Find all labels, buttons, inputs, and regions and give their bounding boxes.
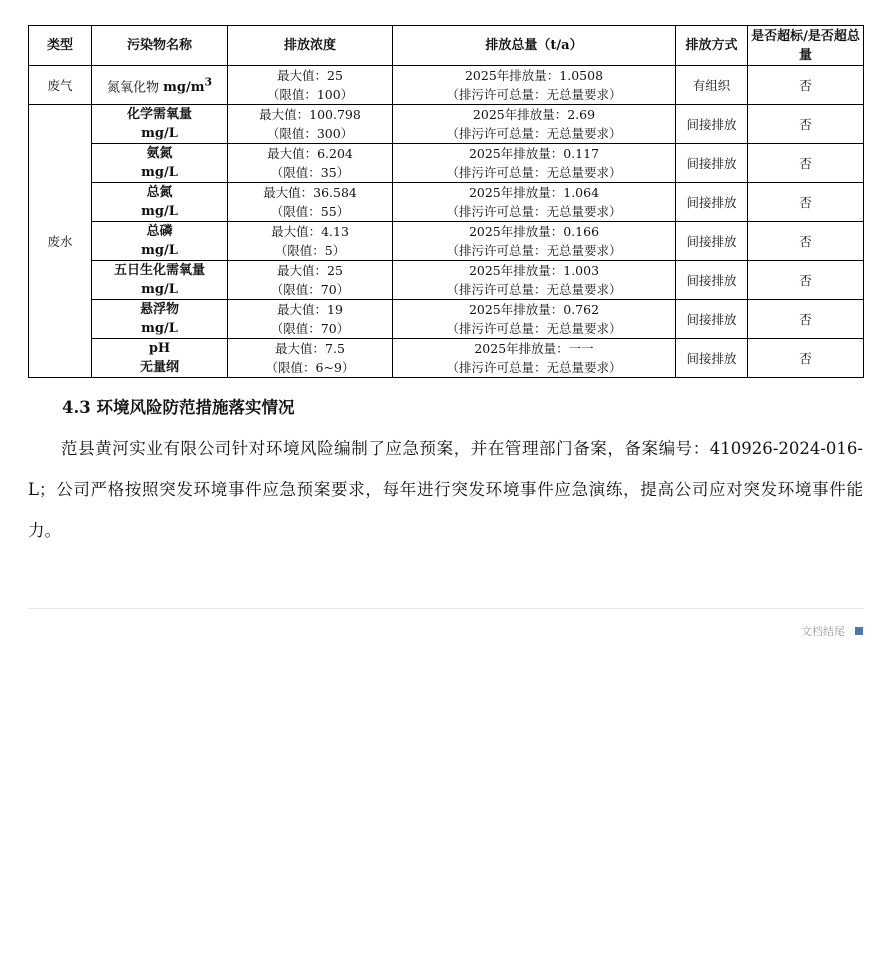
total-2025: 2025年排放量：一一 (474, 341, 594, 356)
concentration-limit: （限值：100） (266, 87, 354, 102)
total-permit: （排污许可总量：无总量要求） (446, 165, 622, 180)
pollutant-cell (92, 144, 228, 183)
total-permit: （排污许可总量：无总量要求） (446, 282, 622, 297)
method-cell: 间接排放 (676, 222, 748, 261)
table-row (29, 105, 864, 144)
pollutant-unit: mg/L (141, 126, 178, 141)
total-permit: （排污许可总量：无总量要求） (446, 360, 622, 375)
concentration-limit: （限值：6~9） (265, 360, 355, 375)
total-permit: （排污许可总量：无总量要求） (446, 204, 622, 219)
concentration-cell (228, 183, 393, 222)
total-2025: 2025年排放量：0.762 (468, 302, 600, 317)
total-permit: （排污许可总量：无总量要求） (446, 321, 622, 336)
pollutant-cell (92, 261, 228, 300)
pollutant-cell (92, 339, 228, 378)
pollutant-name: pH (148, 341, 171, 356)
table-row (29, 144, 864, 183)
concentration-cell (228, 66, 393, 105)
exceed-cell: 否 (748, 105, 864, 144)
header-type: 类型 (29, 26, 92, 66)
concentration-limit: （限值：55） (270, 204, 350, 219)
exceed-cell: 否 (748, 222, 864, 261)
pollutant-name: 总磷 (146, 224, 173, 239)
total-cell (393, 222, 676, 261)
concentration-limit: （限值：5） (274, 243, 346, 258)
total-permit: （排污许可总量：无总量要求） (446, 126, 622, 141)
pollutant-unit: 无量纲 (139, 360, 179, 375)
pollutant-unit: mg/L (141, 243, 178, 258)
total-cell (393, 300, 676, 339)
pollutant-name: 氨氮 (146, 146, 173, 161)
total-2025: 2025年排放量：1.003 (468, 263, 600, 278)
concentration-cell (228, 300, 393, 339)
pollutant-cell (92, 222, 228, 261)
pollutant-cell (92, 66, 228, 105)
pollutant-name: 氮氧化物 (106, 80, 159, 96)
concentration-max: 最大值：25 (277, 68, 343, 83)
pollutant-unit: mg/L (141, 204, 178, 219)
table-header-row (29, 26, 864, 66)
pollutant-name: 化学需氧量 (126, 107, 192, 122)
document-end-label: 文档结尾 (801, 625, 845, 638)
pollutant-cell (92, 105, 228, 144)
concentration-cell (228, 261, 393, 300)
pollutant-name: 五日生化需氧量 (113, 263, 205, 278)
total-2025: 2025年排放量：0.117 (468, 146, 600, 161)
total-2025: 2025年排放量：2.69 (472, 107, 596, 122)
type-cell-waste-water: 废水 (29, 105, 92, 378)
method-cell: 有组织 (676, 66, 748, 105)
method-cell: 间接排放 (676, 144, 748, 183)
total-2025: 2025年排放量：1.064 (468, 185, 600, 200)
concentration-limit: （限值：35） (270, 165, 350, 180)
method-cell: 间接排放 (676, 183, 748, 222)
concentration-max: 最大值：6.204 (267, 146, 353, 161)
method-cell: 间接排放 (676, 261, 748, 300)
concentration-limit: （限值：300） (266, 126, 354, 141)
header-method: 排放方式 (676, 26, 748, 66)
exceed-cell: 否 (748, 339, 864, 378)
pollutant-unit: mg/L (141, 321, 178, 336)
table-row (29, 222, 864, 261)
exceed-cell: 否 (748, 66, 864, 105)
unit-base: mg/m (163, 80, 205, 96)
exceed-cell: 否 (748, 261, 864, 300)
concentration-cell (228, 222, 393, 261)
header-exceed: 是否超标/是否超总量 (748, 26, 864, 66)
pollutant-cell (92, 183, 228, 222)
concentration-max: 最大值：100.798 (259, 107, 361, 122)
total-cell (393, 261, 676, 300)
pollutant-name: 悬浮物 (139, 302, 179, 317)
concentration-limit: （限值：70） (270, 321, 350, 336)
total-cell (393, 183, 676, 222)
pollutant-name: 总氮 (146, 185, 173, 200)
concentration-max: 最大值：25 (277, 263, 343, 278)
total-2025: 2025年排放量：0.166 (468, 224, 600, 239)
table-row (29, 261, 864, 300)
section-paragraph: 范县黄河实业有限公司针对环境风险编制了应急预案，并在管理部门备案，备案编号：410926-2024-016-L；公司严格按照突发环境事件应急预案要求，每年进行突发环境事件应急演练，提高公司应对突发环境事件能力。 (28, 439, 863, 540)
pollutant-cell (92, 300, 228, 339)
pollutant-unit: mg/L (141, 282, 178, 297)
table-row (29, 300, 864, 339)
table-row (29, 339, 864, 378)
header-concentration: 排放浓度 (228, 26, 393, 66)
total-permit: （排污许可总量：无总量要求） (446, 87, 622, 102)
concentration-limit: （限值：70） (270, 282, 350, 297)
concentration-max: 最大值：19 (277, 302, 343, 317)
method-cell: 间接排放 (676, 300, 748, 339)
table-row (29, 183, 864, 222)
total-cell (393, 105, 676, 144)
total-cell (393, 144, 676, 183)
section-heading: 4.3 环境风险防范措施落实情况 (62, 398, 295, 417)
method-cell: 间接排放 (676, 105, 748, 144)
exceed-cell: 否 (748, 300, 864, 339)
total-permit: （排污许可总量：无总量要求） (446, 243, 622, 258)
pollutant-unit (163, 75, 213, 96)
pollutant-unit: mg/L (141, 165, 178, 180)
unit-superscript: 3 (204, 75, 213, 89)
header-pollutant: 污染物名称 (92, 26, 228, 66)
footer-divider (28, 608, 863, 609)
total-cell (393, 339, 676, 378)
type-cell-waste-gas: 废气 (29, 66, 92, 105)
concentration-cell (228, 105, 393, 144)
concentration-cell (228, 144, 393, 183)
end-marker-icon (855, 627, 863, 635)
concentration-cell (228, 339, 393, 378)
header-total: 排放总量（t/a） (393, 26, 676, 66)
total-cell (393, 66, 676, 105)
concentration-max: 最大值：4.13 (271, 224, 349, 239)
concentration-max: 最大值：7.5 (275, 341, 345, 356)
concentration-max: 最大值：36.584 (263, 185, 357, 200)
exceed-cell: 否 (748, 144, 864, 183)
exceed-cell: 否 (748, 183, 864, 222)
method-cell: 间接排放 (676, 339, 748, 378)
emission-table (28, 25, 864, 378)
total-2025: 2025年排放量：1.0508 (464, 68, 604, 83)
table-row (29, 66, 864, 105)
